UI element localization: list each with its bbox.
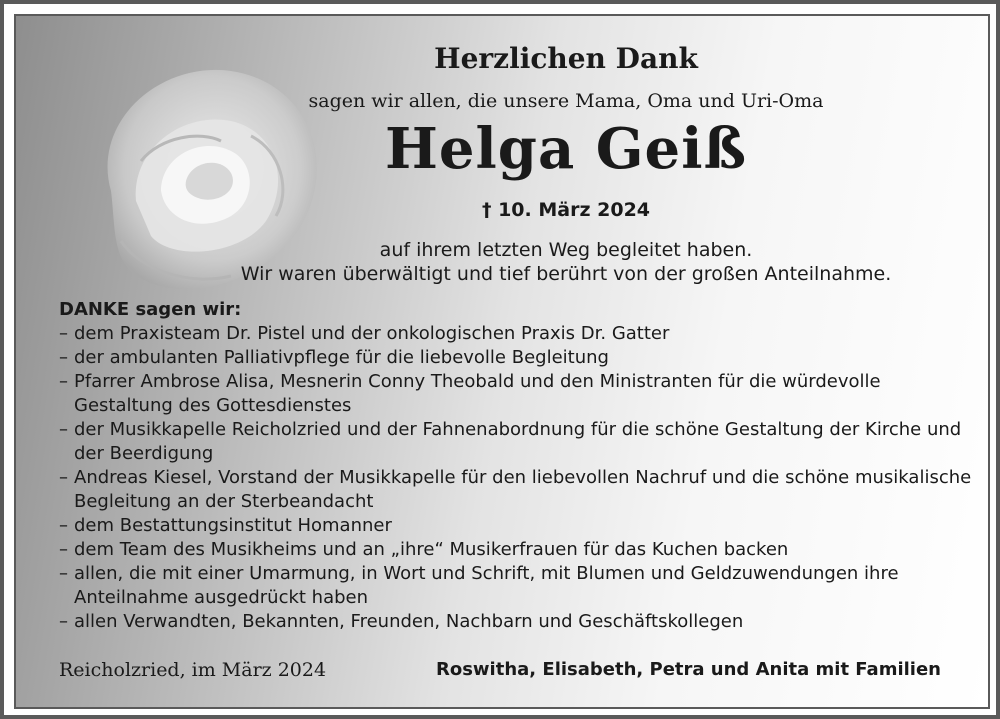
dash-icon: – <box>59 323 68 344</box>
thanks-heading: DANKE sagen wir: <box>59 299 242 320</box>
intro-text <box>4 238 1000 286</box>
thanks-list <box>59 298 974 634</box>
list-item-text: Pfarrer Ambrose Alisa, Mesnerin Conny Theobald und den Ministranten für die würdevolle Gestaltung des Gottesdienstes <box>74 371 881 416</box>
intro-line-1: auf ihrem letzten Weg begleitet haben. <box>379 239 753 261</box>
list-item <box>59 322 974 346</box>
intro-line-2: Wir waren überwältigt und tief berührt von der großen Anteilnahme. <box>240 263 892 285</box>
list-item <box>59 418 974 466</box>
death-date: † 10. März 2024 <box>481 199 651 221</box>
list-item-text: der Musikkapelle Reicholzried und der Fahnenabordnung für die schöne Gestaltung der Kirche und der Beerdigung <box>74 419 962 464</box>
dash-icon: – <box>59 539 68 560</box>
list-item <box>59 466 974 514</box>
deceased-name: Helga Geiß <box>384 116 748 182</box>
list-item <box>59 562 974 610</box>
list-item-text: der ambulanten Palliativpflege für die liebevolle Begleitung <box>74 347 609 368</box>
list-item <box>59 538 974 562</box>
list-item <box>59 370 974 418</box>
signatories: Roswitha, Elisabeth, Petra und Anita mit Familien <box>435 659 941 680</box>
list-item <box>59 346 974 370</box>
list-item-text: dem Bestattungsinstitut Homanner <box>74 515 392 536</box>
dash-icon: – <box>59 419 68 440</box>
dash-icon: – <box>59 467 68 488</box>
dash-icon: – <box>59 347 68 368</box>
place-date: Reicholzried, im März 2024 <box>59 659 327 681</box>
list-item <box>59 610 974 634</box>
dash-icon: – <box>59 371 68 392</box>
list-item-text: dem Praxisteam Dr. Pistel und der onkologischen Praxis Dr. Gatter <box>74 323 670 344</box>
list-item-text: Andreas Kiesel, Vorstand der Musikkapelle für den liebevollen Nachruf und die schöne musikalische Begleitung an der Sterbeandacht <box>74 467 972 512</box>
list-item-text: dem Team des Musikheims und an „ihre“ Musikerfrauen für das Kuchen backen <box>74 539 789 560</box>
dash-icon: – <box>59 611 68 632</box>
page-title: Herzlichen Dank <box>434 42 698 75</box>
list-item-text: allen, die mit einer Umarmung, in Wort und Schrift, mit Blumen und Geldzuwendungen ihre Anteilnahme ausgedrückt haben <box>74 563 899 608</box>
list-item <box>59 514 974 538</box>
dash-icon: – <box>59 515 68 536</box>
dash-icon: – <box>59 563 68 584</box>
subtitle: sagen wir allen, die unsere Mama, Oma und Uri-Oma <box>308 90 824 112</box>
list-item-text: allen Verwandten, Bekannten, Freunden, Nachbarn und Geschäftskollegen <box>74 611 744 632</box>
